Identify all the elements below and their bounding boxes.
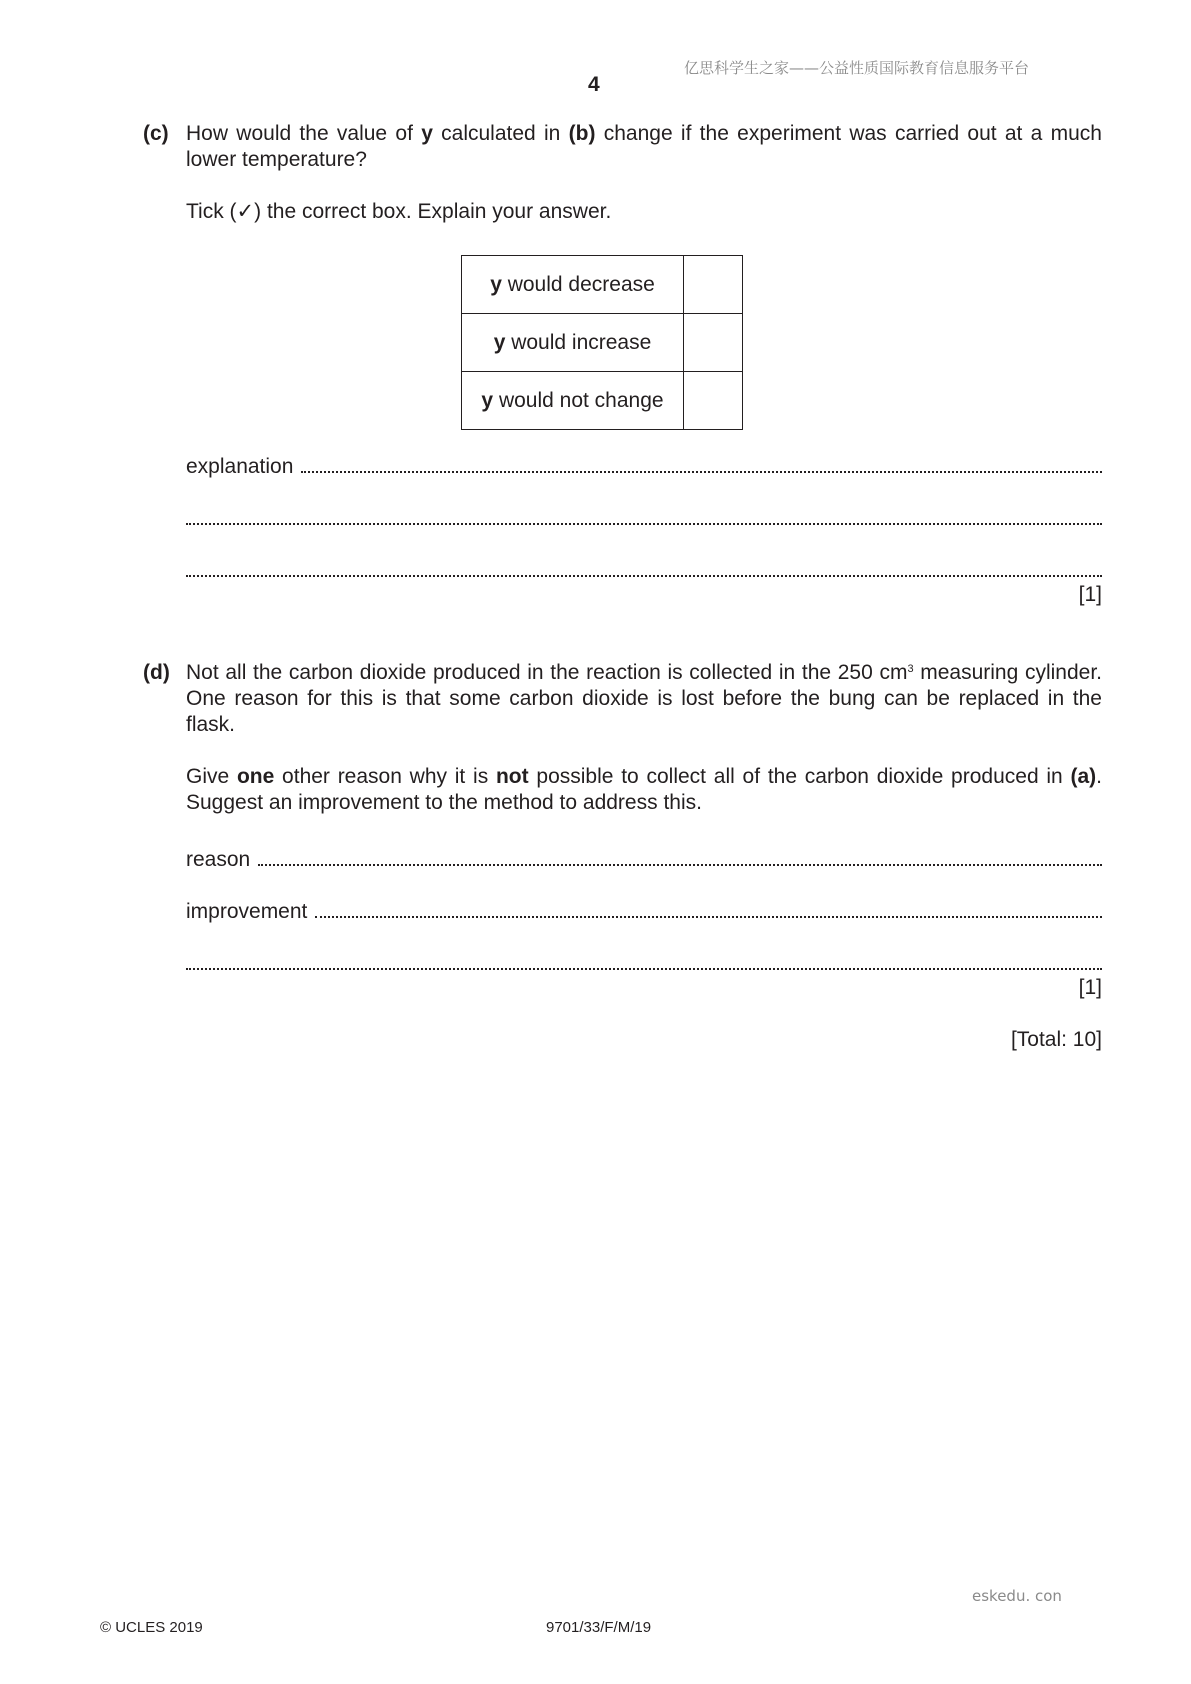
total-marks: [Total: 10]: [1010, 1028, 1102, 1051]
explanation-label: explanation: [186, 455, 294, 478]
explanation-line[interactable]: [186, 555, 1102, 577]
question-text: . Suggest an improvement to the method to address this.: [186, 765, 1103, 814]
superscript: 3: [907, 663, 914, 675]
copyright: © UCLES 2019: [100, 1619, 203, 1636]
part-c-question: [186, 121, 1102, 173]
option-label: [462, 314, 684, 372]
variable-y: y: [493, 330, 506, 354]
improvement-line[interactable]: [186, 948, 1102, 970]
variable-y: y: [490, 272, 502, 296]
reason-line[interactable]: [186, 844, 1102, 873]
header-watermark: 亿思科学生之家——公益性质国际教育信息服务平台: [684, 59, 1030, 77]
option-text: would not change: [493, 388, 664, 412]
tick-box[interactable]: [684, 372, 743, 430]
option-text: would decrease: [501, 272, 655, 296]
question-text: other reason why it is: [274, 765, 496, 788]
explanation-line[interactable]: [186, 451, 1102, 480]
option-label: [462, 372, 684, 430]
option-text: would increase: [505, 330, 652, 354]
option-row: [462, 256, 743, 314]
explanation-line[interactable]: [186, 503, 1102, 525]
emphasis-one: one: [236, 765, 275, 788]
answer-dots: [315, 896, 1102, 918]
question-text: Not all the carbon dioxide produced in the reaction is collected in the 250 cm: [186, 661, 908, 684]
part-d-question: [186, 764, 1102, 816]
option-label: [462, 256, 684, 314]
question-text: Give: [186, 765, 237, 788]
reason-label: reason: [186, 848, 251, 871]
question-text: change if the experiment was carried out at a much lower temperature?: [186, 122, 1102, 171]
question-text: calculated in: [432, 122, 569, 145]
improvement-line[interactable]: [186, 896, 1102, 925]
part-d-context: [186, 660, 1102, 738]
answer-dots: [186, 948, 1102, 970]
part-d-label: (d): [143, 661, 170, 684]
variable-y: y: [481, 388, 494, 412]
part-d-marks: [1]: [1078, 976, 1102, 999]
tick-box[interactable]: [684, 256, 743, 314]
question-text: possible to collect all of the carbon dioxide produced in: [528, 765, 1071, 788]
option-row: [462, 372, 743, 430]
tick-instruction: Tick (✓) the correct box. Explain your answer.: [186, 200, 612, 223]
part-reference: (b): [568, 122, 596, 145]
improvement-label: improvement: [186, 900, 308, 923]
footer-watermark: eskedu. con: [972, 1587, 1062, 1605]
answer-dots: [186, 503, 1102, 525]
option-row: [462, 314, 743, 372]
question-text: How would the value of: [186, 122, 422, 145]
answer-dots: [186, 555, 1102, 577]
question-text: measuring cylinder. One reason for this is that some carbon dioxide is lost before the bung can be replaced in the flask.: [186, 661, 1102, 736]
part-c-marks: [1]: [1078, 583, 1102, 606]
answer-dots: [258, 844, 1102, 866]
variable-y: y: [421, 122, 433, 145]
paper-code: 9701/33/F/M/19: [546, 1619, 652, 1636]
part-c-label: (c): [143, 122, 169, 145]
tick-box[interactable]: [684, 314, 743, 372]
part-reference: (a): [1070, 765, 1097, 788]
emphasis-not: not: [495, 765, 529, 788]
answer-dots: [301, 451, 1102, 473]
tick-box-table: [461, 255, 743, 430]
page-number: 4: [588, 73, 600, 96]
